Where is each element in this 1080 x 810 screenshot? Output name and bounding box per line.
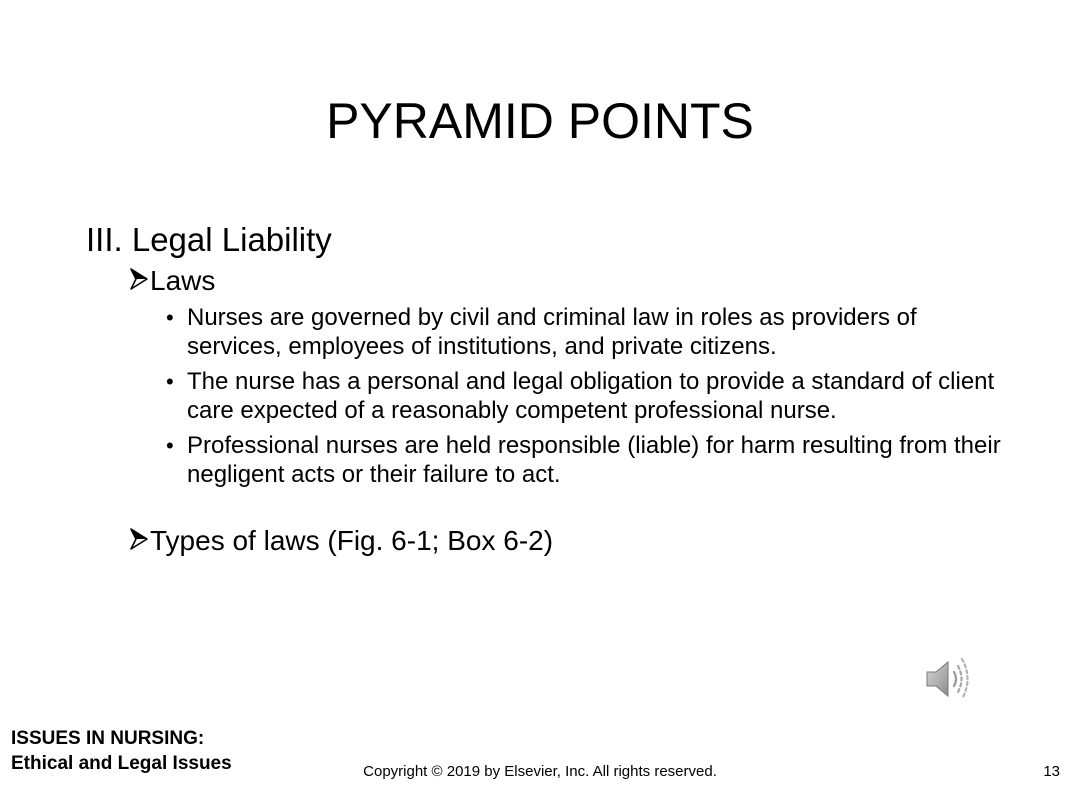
- slide-title: PYRAMID POINTS: [326, 93, 754, 149]
- subsection-label: Types of laws (Fig. 6-1; Box 6-2): [150, 525, 554, 556]
- speaker-icon[interactable]: [924, 654, 976, 704]
- arrow-bullet-icon: [128, 524, 150, 554]
- bullet-list: [166, 303, 1016, 495]
- list-item: [166, 303, 1016, 361]
- bullet-dot-icon: •: [166, 305, 174, 330]
- bullet-text: The nurse has a personal and legal obligation to provide a standard of client care expected of a reasonably competent professional nurse.: [187, 368, 995, 424]
- course-title-line1: ISSUES IN NURSING:: [11, 728, 205, 749]
- bullet-dot-icon: •: [166, 433, 174, 458]
- bullet-text: Professional nurses are held responsible (liable) for harm resulting from their negligent acts or their failure to act.: [187, 432, 1001, 488]
- section-heading: III. Legal Liability: [86, 221, 332, 258]
- subsection-label: Laws: [150, 265, 216, 296]
- slide-number: 13: [1043, 763, 1060, 780]
- arrow-bullet-icon: [128, 264, 150, 294]
- copyright-notice: Copyright © 2019 by Elsevier, Inc. All rights reserved.: [363, 763, 717, 780]
- list-item: [166, 431, 1016, 489]
- bullet-text: Nurses are governed by civil and criminal law in roles as providers of services, employees of institutions, and private citizens.: [187, 304, 917, 360]
- course-title-line2: Ethical and Legal Issues: [11, 753, 232, 774]
- list-item: [166, 367, 1016, 425]
- bullet-dot-icon: •: [166, 369, 174, 394]
